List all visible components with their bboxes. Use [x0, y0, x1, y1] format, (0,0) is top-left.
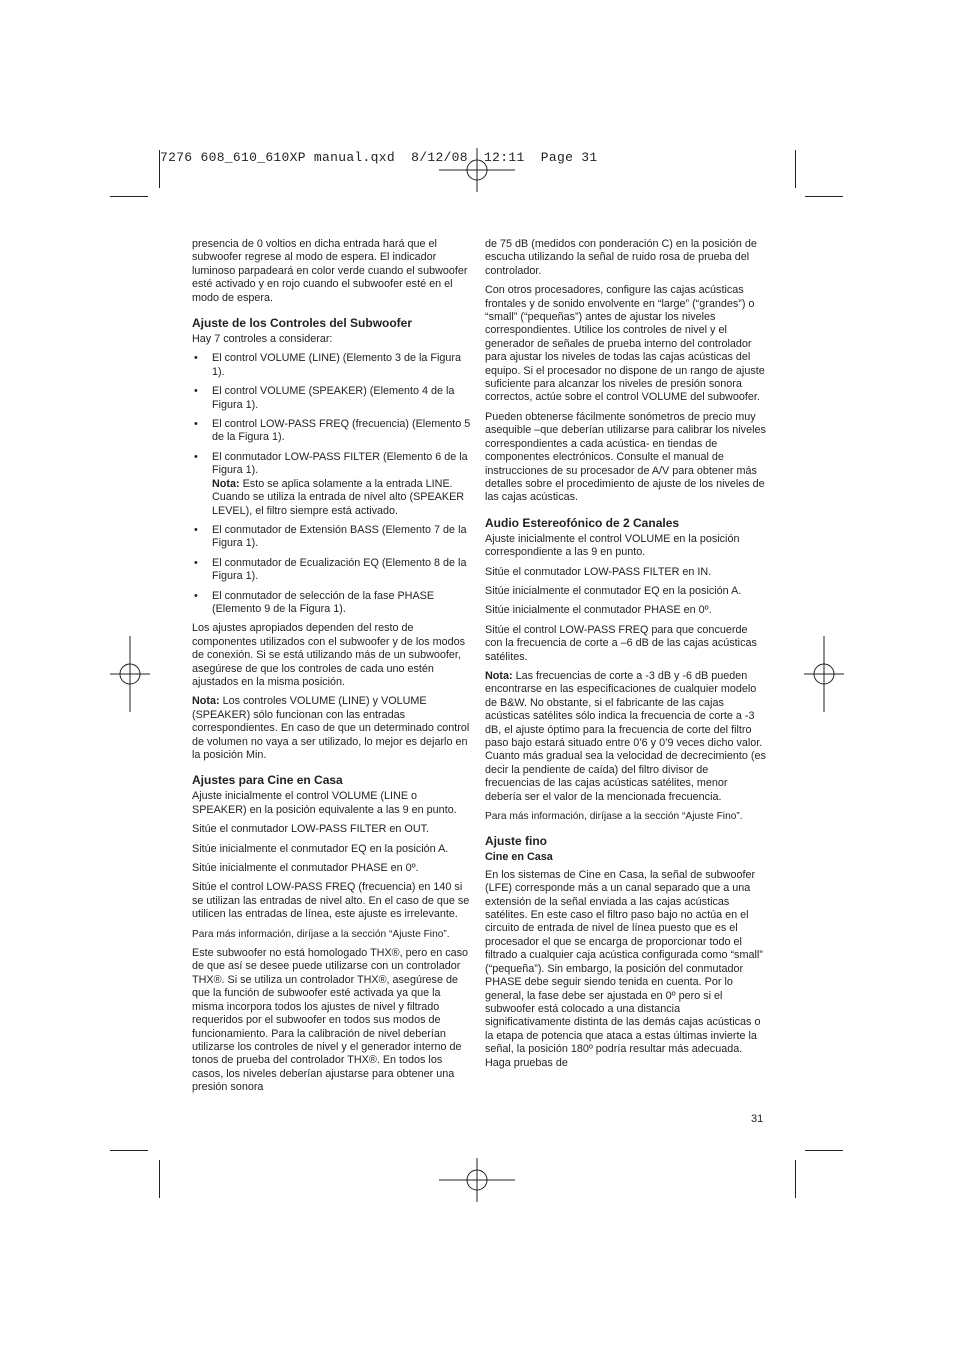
paragraph: Sitúe el control LOW-PASS FREQ para que concuerde con la frecuencia de corte a –6 dB de las cajas acústicas satélites.	[485, 623, 757, 663]
note-label: Nota:	[212, 477, 240, 490]
crop-mark-br-v	[795, 1160, 796, 1198]
paragraph: Sitúe inicialmente el conmutador PHASE en 0º.	[192, 862, 419, 875]
paragraph: Sitúe inicialmente el conmutador EQ en la posición A.	[485, 584, 742, 597]
paragraph: Hay 7 controles a considerar:	[192, 333, 333, 346]
list-item: • El control LOW-PASS FREQ (frecuencia) (Elemento 5 de la Figura 1).	[192, 418, 472, 445]
note-text: Las frecuencias de corte a -3 dB y -6 dB pueden encontrarse en las especificaciones de cualquier modelo de B&W. No obstante, si el fabricante de las cajas acústicas satélites sólo indica la frecuencia de corte a -3 dB, el ajuste óptimo para la frecuencia de corte del filtro paso bajo estará situado entre 0’6 y 0’9 veces dicho valor. Cuanto más gradual sea la velocidad de decrecimiento (es decir la pendiente de caída) del filtro divisor de frecuencias de las cajas acústicas satélites, menor debería ser el valor de la mencionada frecuencia.	[485, 669, 766, 803]
registration-mark-right	[804, 636, 844, 712]
registration-mark-top	[439, 148, 515, 192]
crop-mark-br-h	[805, 1150, 843, 1151]
crop-mark-tl-h	[110, 196, 148, 197]
crop-mark-bl-h	[110, 1150, 148, 1151]
page-number: 31	[751, 1113, 764, 1125]
note-paragraph	[485, 670, 766, 804]
section-heading: Ajuste fino	[485, 834, 547, 849]
paragraph: Sitúe el conmutador LOW-PASS FILTER en IN.	[485, 565, 712, 578]
right-column	[485, 238, 766, 1076]
left-column	[192, 238, 472, 1101]
note-label: Nota:	[485, 669, 513, 682]
note-text: Los controles VOLUME (LINE) y VOLUME (SPEAKER) sólo funcionan con las entradas correspondientes. En caso de que un determinado control de volumen no vaya a ser utilizado, lo mejor es dejarlo en la posición Min.	[192, 695, 470, 761]
list-item-text: El conmutador LOW-PASS FILTER (Elemento 6 de la Figura 1).	[212, 450, 468, 477]
section-heading: Audio Estereofónico de 2 Canales	[485, 515, 680, 530]
list-item-with-note	[192, 451, 472, 518]
registration-mark-bottom	[439, 1158, 515, 1202]
registration-mark-left	[110, 636, 150, 712]
section-heading: Ajuste de los Controles del Subwoofer	[192, 316, 413, 331]
list-item: • El control VOLUME (LINE) (Elemento 3 de la Figura 1).	[192, 352, 472, 379]
paragraph: presencia de 0 voltios en dicha entrada hará que el subwoofer regrese al modo de espera. El indicador luminoso parpadeará en color verde cuando el subwoofer esté activado y en rojo cuando el subwoofer esté en el modo de espera.	[192, 238, 468, 304]
list-item: • El conmutador de selección de la fase PHASE (Elemento 9 de la Figura 1).	[192, 590, 472, 617]
paragraph: Sitúe el control LOW-PASS FREQ (frecuencia) en 140 si se utilizan las entradas de nivel alto. En el caso de que se utilicen las entradas de línea, este ajuste es irrelevante.	[192, 881, 470, 921]
note-text: Esto se aplica solamente a la entrada LINE. Cuando se utiliza la entrada de nivel alto (SPEAKER LEVEL), el filtro siempre está activado.	[212, 477, 465, 517]
paragraph: Los ajustes apropiados dependen del resto de componentes utilizados con el subwoofer y de los modos de conexión. Si se está utilizando más de un subwoofer, asegúrese de que los controles de cada uno estén ajustados en la misma posición.	[192, 622, 466, 688]
paragraph: Con otros procesadores, configure las cajas acústicas frontales y de sonido envolvente en “large” (“grandes”) o “small” (“pequeñas”) antes de ajustar los niveles correspondientes. Utilice los controles de nivel y el generador de señales de prueba interno del controlador para ajustar los niveles de todas las cajas acústicas del equipo. Si el procesador no dispone de un rango de ajuste suficiente para alcanzar los niveles de presión sonora correctos, actúe sobre el control VOLUME del subwoofer.	[485, 284, 765, 404]
paragraph: En los sistemas de Cine en Casa, la señal de subwoofer (LFE) corresponde más a un canal separado que a una extensión de la señal enviada a las cajas acústicas satélites. En este caso el filtro paso bajo no actúa en el circuito de entrada de nivel de línea puesto que es el procesador el que se encarga de proporcionar todo el filtrado a cualquier caja acústica configurada como “small” (“pequeña”). Sin embargo, la posición del conmutador PHASE debe seguir siendo tenida en cuenta. Por lo general, la fase debe ser ajustada en 0º pero si el subwoofer está colocado a una distancia significativamente distinta de las demás cajas acústicas o la etapa de potencia que ataca a estas últimas invierte la señal, la posición 180º podría resultar más adecuada. Haga pruebas de	[485, 868, 763, 1069]
subsection-heading: Cine en Casa	[485, 851, 553, 864]
list-item: • El conmutador de Ecualización EQ (Elemento 8 de la Figura 1).	[192, 557, 472, 584]
file-slug: 7276 608_610_610XP manual.qxd 8/12/08 12:11 Page 31	[160, 150, 598, 165]
paragraph: Sitúe inicialmente el conmutador EQ en la posición A.	[192, 842, 449, 855]
section-heading: Ajustes para Cine en Casa	[192, 773, 343, 788]
paragraph: Sitúe inicialmente el conmutador PHASE en 0º.	[485, 604, 712, 617]
crop-mark-tr-v	[795, 150, 796, 188]
list-item: • El control VOLUME (SPEAKER) (Elemento 4 de la Figura 1).	[192, 385, 472, 412]
paragraph: Para más información, diríjase a la sección “Ajuste Fino”.	[192, 928, 450, 940]
paragraph: Ajuste inicialmente el control VOLUME en la posición correspondiente a las 9 en punto.	[485, 532, 740, 559]
note-paragraph	[192, 695, 472, 762]
paragraph: de 75 dB (medidos con ponderación C) en la posición de escucha utilizando la señal de ruido rosa de prueba del controlador.	[485, 238, 757, 277]
crop-mark-bl-v	[159, 1160, 160, 1198]
paragraph: Para más información, diríjase a la sección “Ajuste Fino”.	[485, 811, 743, 823]
paragraph: Pueden obtenerse fácilmente sonómetros de precio muy asequible –que deberían utilizarse para calibrar los niveles correspondientes a cada acústica- en tiendas de componentes electrónicos. Consulte el manual de instrucciones de su procesador de A/V para obtener más detalles sobre el procedimiento de ajuste de los niveles de las cajas acústicas.	[485, 410, 766, 504]
paragraph: Ajuste inicialmente el control VOLUME (LINE o SPEAKER) en la posición equivalente a las 9 en punto.	[192, 790, 457, 816]
list-item: • El conmutador de Extensión BASS (Elemento 7 de la Figura 1).	[192, 524, 472, 551]
crop-mark-tr-h	[805, 196, 843, 197]
paragraph: Sitúe el conmutador LOW-PASS FILTER en OUT.	[192, 823, 430, 836]
crop-mark-tl-v	[159, 150, 160, 188]
note-label: Nota:	[192, 695, 220, 708]
controls-list	[192, 352, 472, 616]
paragraph: Este subwoofer no está homologado THX®, pero en caso de que así se desee puede utilizarse con un controlador THX®. Si se utiliza un controlador THX®, asegúrese de que la función de subwoofer esté activada ya que la misma incorpora todos los ajustes de nivel y filtrado requeridos por el subwoofer en todos sus modos de funcionamiento. Para la calibración de nivel deberían utilizarse los controles de nivel y el generador interno de tonos de prueba del controlador THX®. En todos los casos, los niveles deberían ajustarse para obtener una presión sonora	[192, 947, 469, 1094]
